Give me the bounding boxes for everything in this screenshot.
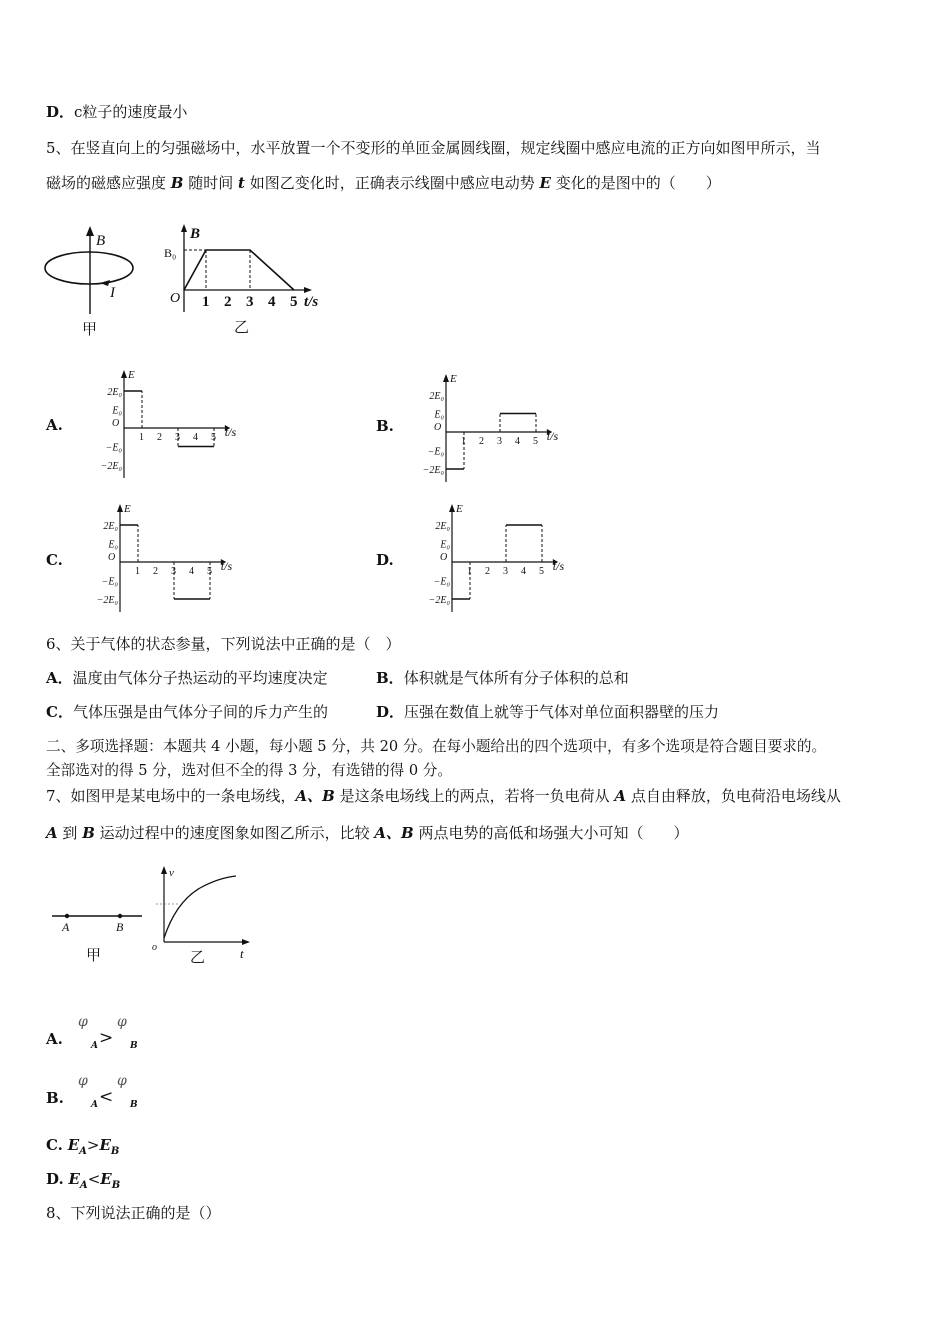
x-tick-label: 3	[175, 432, 180, 443]
section2-heading-line1: 二、多项选择题：本题共 4 小题，每小题 5 分，共 20 分。在每小题给出的四个选项中，有多个选项是符合题目要求的。	[46, 738, 827, 755]
x-tick-label: 3	[497, 436, 502, 447]
x-tick-label: 5	[290, 294, 298, 310]
x-tick-label: 4	[521, 566, 526, 577]
q6-option-c[interactable]: C．气体压强是由气体分子间的斥力产生的	[46, 703, 328, 721]
x-tick-label: 4	[515, 436, 520, 447]
e-arrow	[449, 504, 455, 512]
e-label: E	[124, 503, 131, 515]
b-arrow-head	[86, 226, 94, 236]
q8-stem: 8、下列说法正确的是（）	[46, 1204, 221, 1222]
x-ticks	[202, 294, 298, 310]
y-tick-label: E₀	[434, 409, 444, 421]
q6-stem: 6、关于气体的状态参量，下列说法中正确的是（ ）	[46, 635, 401, 653]
y-tick-label: E₀	[440, 539, 450, 551]
q5-figure-jia	[38, 222, 148, 342]
origin-label: O	[440, 552, 448, 563]
y-tick-label: 2E₀	[103, 521, 118, 532]
x-tick-label: 2	[153, 566, 158, 577]
e-label: E	[450, 373, 457, 385]
x-tick-label: 4	[268, 294, 276, 310]
y-tick-label: −E₀	[101, 576, 118, 588]
y-tick-label: E₀	[112, 405, 122, 417]
q5-option-b-graph[interactable]	[400, 370, 560, 488]
point-b	[118, 914, 122, 918]
y-arrow	[181, 224, 187, 232]
q5-figure-yi	[158, 222, 338, 340]
label-v: v	[169, 867, 174, 879]
label-i: I	[110, 285, 115, 301]
q6-option-b[interactable]: B．体积就是气体所有分子体积的总和	[376, 669, 629, 687]
x-tick-label: 4	[189, 566, 194, 577]
q7-option-d[interactable]: D. $E_A<E_B$	[46, 1170, 121, 1191]
q7-option-a-label[interactable]: A.	[46, 1030, 63, 1048]
unit-label: t/s	[220, 559, 233, 573]
q5-stem-line2: 磁场的磁感应强度 B 随时间 t 如图乙变化时，正确表示线圈中感应电动势 E 变化的是图中的（ ）	[46, 174, 721, 192]
y-tick-label: −2E₀	[428, 595, 450, 606]
x-tick-label: 2	[224, 294, 232, 310]
unit-label: t/s	[552, 559, 565, 573]
x-tick-label: 5	[533, 436, 538, 447]
q7-option-a-expr[interactable]: φ A > φ B	[78, 1014, 138, 1051]
origin-label: O	[108, 552, 116, 563]
x-tick-label: 2	[485, 566, 490, 577]
b-curve	[184, 250, 294, 290]
q7-option-b-expr[interactable]: φ A < φ B	[78, 1073, 138, 1110]
level-label: B₀	[164, 246, 177, 260]
q7-figure-yi	[140, 862, 260, 966]
x-tick-label: 1	[139, 432, 144, 443]
x-arrow	[304, 287, 312, 293]
x-tick-label: 2	[479, 436, 484, 447]
q7-stem-line2: A 到 B 运动过程中的速度图象如图乙所示，比较 A、B 两点电势的高低和场强大小可知（ ）	[46, 824, 689, 842]
caption-jia: 甲	[82, 322, 98, 338]
label-origin: o	[152, 942, 157, 953]
e-label: E	[456, 503, 463, 515]
x-tick-label: 2	[157, 432, 162, 443]
y-tick-label: E₀	[108, 539, 118, 551]
label-b: B	[116, 920, 124, 934]
y-tick-label: −E₀	[105, 442, 122, 454]
v-arrow	[161, 866, 167, 874]
t-arrow	[242, 939, 250, 945]
x-tick-label: 1	[461, 436, 466, 447]
q4-option-d	[46, 102, 187, 122]
y-tick-label: −2E₀	[422, 465, 444, 476]
option-label: D．	[46, 103, 75, 121]
origin-label: O	[112, 418, 120, 429]
x-tick-label: 4	[193, 432, 198, 443]
current-arrow-icon	[100, 280, 110, 286]
q5-option-a-label[interactable]: A.	[46, 416, 63, 434]
q5-stem-line1: 5、在竖直向上的匀强磁场中，水平放置一个不变形的单匝金属圆线圈，规定线圈中感应电流的正方向如图甲所示，当	[46, 139, 821, 157]
x-tick-label: 1	[202, 294, 210, 310]
y-tick-label: 2E₀	[107, 387, 122, 398]
x-tick-label: 1	[135, 566, 140, 577]
e-arrow	[121, 370, 127, 378]
y-tick-label: −E₀	[427, 446, 444, 458]
q5-option-d-graph[interactable]	[406, 500, 566, 618]
label-a: A	[62, 920, 70, 934]
x-tick-label: 1	[467, 566, 472, 577]
q7-figure-jia	[50, 900, 150, 970]
origin-label: O	[434, 422, 442, 433]
q6-option-a[interactable]: A．温度由气体分子热运动的平均速度决定	[46, 669, 328, 687]
x-tick-label: 5	[207, 566, 212, 577]
y-tick-label: −2E₀	[100, 461, 122, 472]
section2-heading-line2: 全部选对的得 5 分，选对但不全的得 3 分，有选错的得 0 分。	[46, 762, 452, 779]
point-a	[65, 914, 69, 918]
q5-option-b-label[interactable]: B.	[376, 417, 394, 435]
q7-stem-line1: 7、如图甲是某电场中的一条电场线，A、B 是这条电场线上的两点，若将一负电荷从 A 点自由释放，负电荷沿电场线从	[46, 787, 841, 805]
x-tick-label: 5	[539, 566, 544, 577]
q5-option-a-graph[interactable]	[78, 366, 238, 484]
e-label: E	[128, 369, 135, 381]
y-label: B	[190, 226, 201, 242]
caption-jia: 甲	[86, 948, 102, 964]
label-b: B	[96, 233, 106, 249]
x-tick-label: 3	[503, 566, 508, 577]
q7-option-b-label[interactable]: B.	[46, 1089, 64, 1107]
option-text: c粒子的速度最小	[74, 103, 188, 121]
label-t: t	[240, 946, 244, 961]
x-tick-label: 3	[246, 294, 254, 310]
q5-option-c-label[interactable]: C.	[46, 551, 63, 569]
caption-yi: 乙	[190, 950, 206, 966]
y-tick-label: 2E₀	[435, 521, 450, 532]
coil-ellipse	[45, 252, 133, 284]
e-arrow	[443, 374, 449, 382]
q5-option-d-label[interactable]: D.	[376, 551, 394, 569]
x-unit: t/s	[304, 294, 319, 310]
unit-label: t/s	[546, 429, 559, 443]
origin-label: O	[170, 291, 181, 306]
y-tick-label: −2E₀	[96, 595, 118, 606]
v-curve	[164, 876, 236, 938]
caption-yi: 乙	[234, 320, 250, 336]
q6-option-d[interactable]: D．压强在数值上就等于气体对单位面积器壁的压力	[376, 703, 720, 721]
x-tick-label: 5	[211, 432, 216, 443]
e-arrow	[117, 504, 123, 512]
q5-option-c-graph[interactable]	[74, 500, 234, 618]
y-tick-label: −E₀	[433, 576, 450, 588]
x-tick-label: 3	[171, 566, 176, 577]
unit-label: t/s	[224, 425, 237, 439]
y-tick-label: 2E₀	[429, 391, 444, 402]
q7-option-c[interactable]: C. $E_A>E_B$	[46, 1136, 120, 1157]
